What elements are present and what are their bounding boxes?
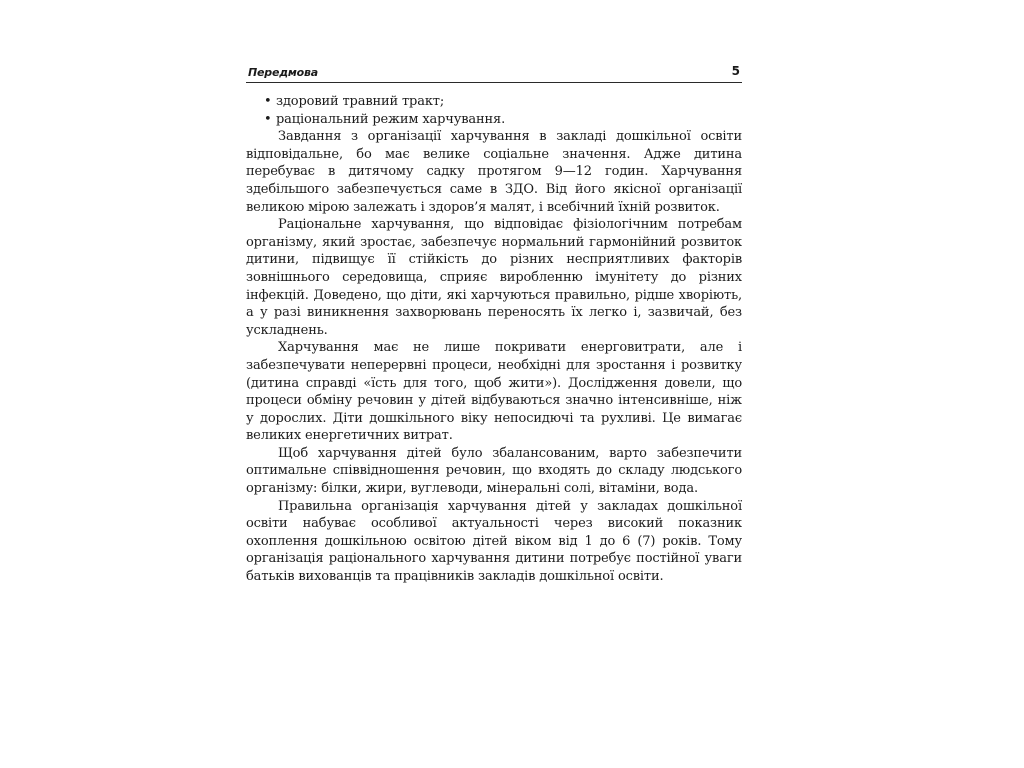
paragraph: Раціональне харчування, що відповідає фізіологічним потребам організму, який зростає, забезпечує нормальний гармонійний розвиток дитини, підвищує її стійкість до різних несприятливих факторів зовнішнього середовища, сприяє виробленню імунітету до різних інфекцій. Доведено, що діти, які харчуються правильно, рідше хворіють, а у разі виникнення захворювань переносять їх легко і, зазвичай, без ускладнень. bbox=[246, 217, 742, 338]
paragraph: Завдання з організації харчування в закладі дошкільної освіти відповідальне, бо має велике соціальне значення. Адже дитина перебуває в дитячому садку протягом 9—12 годин. Харчування здебільшого забезпечується саме в ЗДО. Від його якісної організації великою мірою залежать і здоров’я малят, і всебічний їхній розвиток. bbox=[246, 129, 742, 215]
list-item bbox=[246, 93, 742, 111]
list-item-text: раціональний режим харчування. bbox=[276, 111, 506, 127]
paragraph: Харчування має не лише покривати енерговитрати, але і забезпечувати неперервні процеси, необхідні для зростання і розвитку (дитина справді «їсть для того, щоб жити»). Дослідження довели, що процеси обміну речовин у дітей відбуваються значно інтенсивніше, ніж у дорослих. Діти дошкільного віку непосидючі та рухливі. Це вимагає великих енергетичних витрат. bbox=[246, 340, 742, 444]
bullet-list bbox=[246, 93, 742, 128]
page-body bbox=[246, 93, 742, 586]
page-number: 5 bbox=[731, 64, 740, 78]
paragraph: Правильна організація харчування дітей у закладах дошкільної освіти набуває особливої актуальності через високий показник охоплення дошкільною освітою дітей віком від 1 до 6 (7) років. Тому організація раціонального харчування дитини потребує постійної уваги батьків вихованців та працівників закладів дошкільної освіти. bbox=[246, 498, 742, 585]
running-head: Передмова bbox=[248, 66, 319, 79]
list-item bbox=[246, 111, 742, 129]
book-page bbox=[246, 62, 742, 586]
bullet-icon: • bbox=[264, 111, 272, 127]
page-header bbox=[246, 62, 742, 83]
paragraph: Щоб харчування дітей було збалансованим, варто забезпечити оптимальне співвідношення речовин, що входять до складу людського організму: білки, жири, вуглеводи, мінеральні солі, вітаміни, вода. bbox=[246, 445, 742, 497]
bullet-icon: • bbox=[264, 94, 272, 109]
list-item-text: здоровий травний тракт; bbox=[276, 94, 445, 109]
